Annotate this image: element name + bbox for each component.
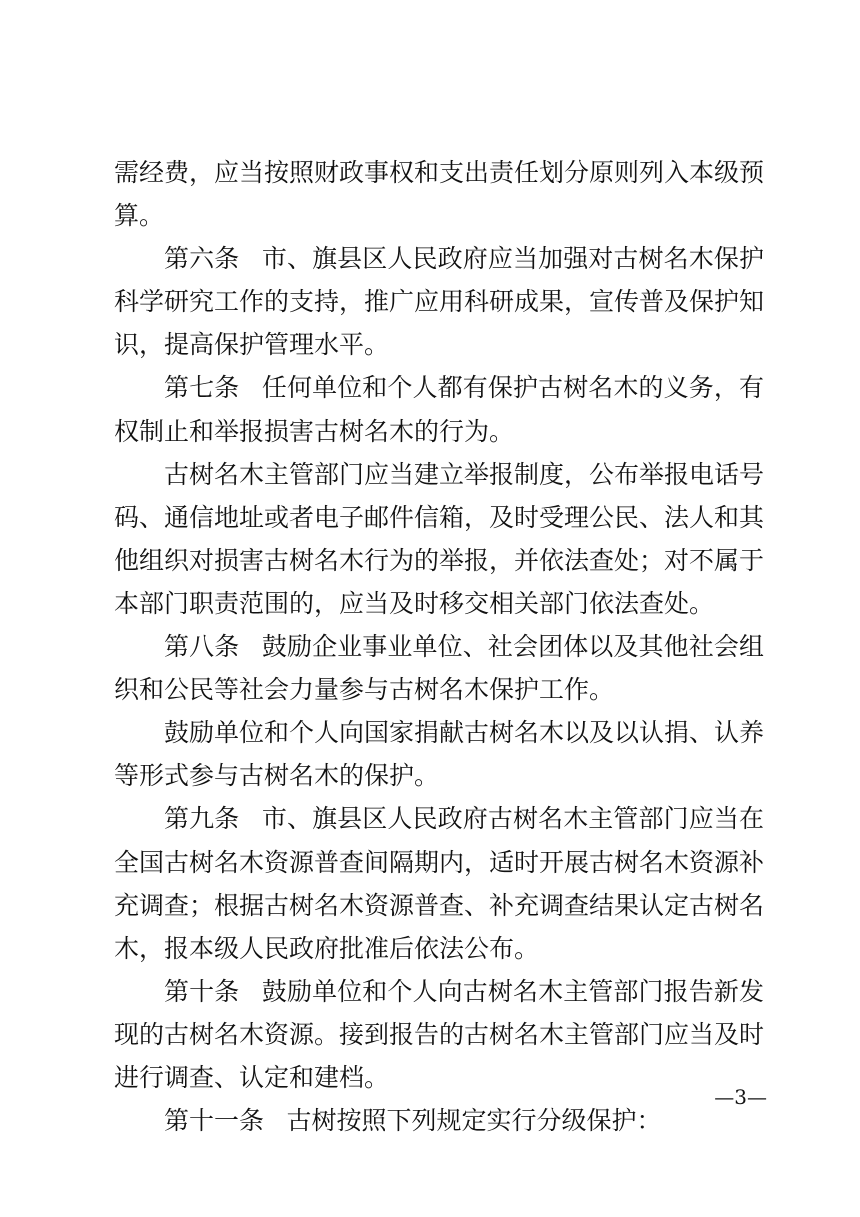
paragraph-donation	[114, 711, 764, 797]
paragraph-text: 古树名木主管部门应当建立举报制度，公布举报电话号码、通信地址或者电子邮件信箱，及时受理公民、法人和其他组织对损害古树名木行为的举报，并依法查处；对不属于本部门职责范围的，应当及时移交相关部门依法查处。	[114, 459, 765, 618]
paragraph-text: 需经费，应当按照财政事权和支出责任划分原则列入本级预算。	[114, 158, 765, 231]
paragraph-article-11	[114, 1099, 764, 1142]
article-number: 第八条	[164, 632, 240, 662]
article-number: 第九条	[164, 804, 240, 834]
paragraph-article-10	[114, 970, 764, 1099]
paragraph-article-6	[114, 237, 764, 366]
paragraph-text: 古树按照下列规定实行分级保护：	[286, 1106, 662, 1136]
paragraph-text: 市、旗县区人民政府古树名木主管部门应当在全国古树名木资源普查间隔期内，适时开展古树名木资源补充调查；根据古树名木资源普查、补充调查结果认定古树名木，报本级人民政府批准后依法公布。	[114, 804, 765, 963]
paragraph-article-8	[114, 625, 764, 711]
article-number: 第六条	[164, 244, 240, 274]
article-number: 第七条	[164, 373, 240, 403]
paragraph-text: 鼓励单位和个人向古树名木主管部门报告新发现的古树名木资源。接到报告的古树名木主管部门应当及时进行调查、认定和建档。	[114, 976, 765, 1092]
paragraph-text: 任何单位和个人都有保护古树名木的义务，有权制止和举报损害古树名木的行为。	[114, 373, 764, 446]
paragraph-report-system	[114, 453, 764, 625]
paragraph-article-7	[114, 366, 764, 452]
paragraph-text: 鼓励企业事业单位、社会团体以及其他社会组织和公民等社会力量参与古树名木保护工作。	[114, 632, 764, 705]
article-number: 第十一条	[164, 1106, 265, 1136]
article-number: 第十条	[164, 976, 240, 1006]
document-body	[114, 151, 764, 1142]
paragraph-budget-continuation	[114, 151, 764, 237]
paragraph-text: 市、旗县区人民政府应当加强对古树名木保护科学研究工作的支持，推广应用科研成果，宣传普及保护知识，提高保护管理水平。	[114, 244, 765, 360]
paragraph-article-9	[114, 797, 764, 969]
page-number: —3—	[714, 1085, 767, 1109]
paragraph-text: 鼓励单位和个人向国家捐献古树名木以及以认捐、认养等形式参与古树名木的保护。	[114, 718, 765, 791]
